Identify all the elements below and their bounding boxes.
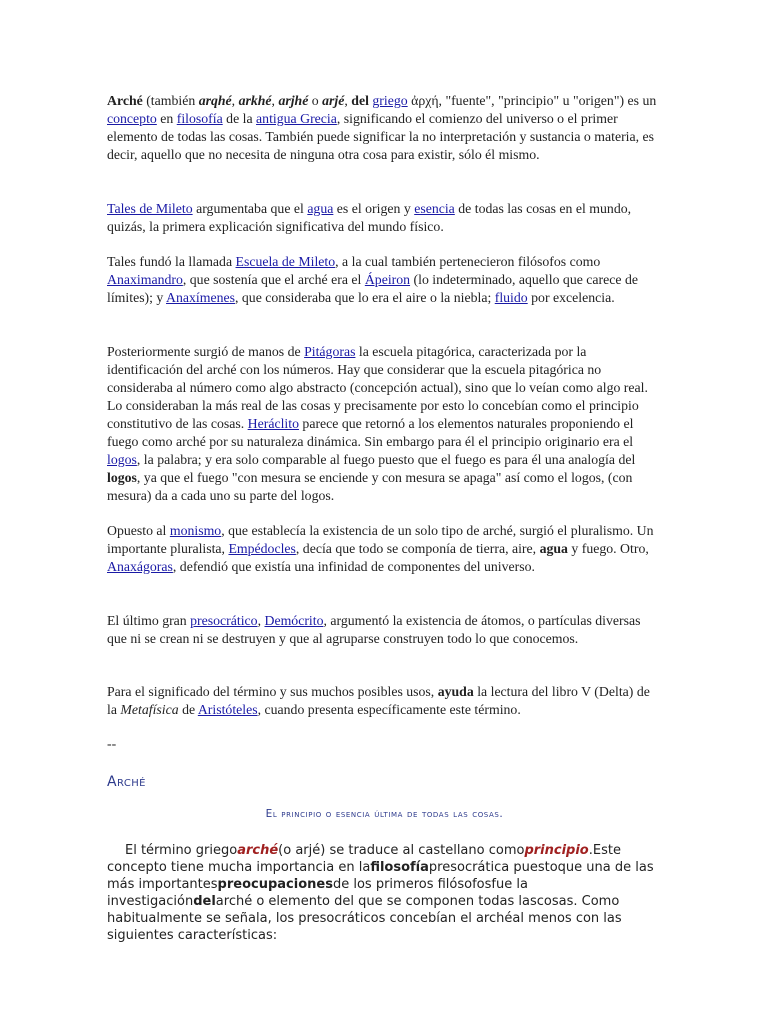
link-empedocles[interactable]: Empédocles [228,541,296,556]
link-presocratico[interactable]: presocrático [190,613,258,628]
link-concepto[interactable]: concepto [107,111,157,126]
link-filosofia[interactable]: filosofía [176,111,223,126]
paragraph-pluralismo: Opuesto al monismo, que establecía la existencia de un solo tipo de arché, surgió el pluralismo. Un importante pluralista, Empédocles, decía que todo se componía de tierra, aire, agua y fuego. Otro, Anaxágoras, defendió que existía una infinidad de componentes del universo. [107,523,654,574]
section-subtitle: El principio o esencia última de todas las cosas. [265,808,504,820]
link-griego[interactable]: griego [372,93,408,108]
link-monismo[interactable]: monismo [169,523,222,538]
paragraph-democrito: El último gran presocrático, Demócrito, argumentó la existencia de átomos, o partículas diversas que ni se crean ni se destruyen y que al agruparse construyen todo lo que conocemos. [107,613,641,646]
link-pitagoras[interactable]: Pitágoras [304,344,356,359]
link-fluido[interactable]: fluido [494,290,528,305]
link-aristoteles[interactable]: Aristóteles [197,702,258,717]
link-tales-de-mileto[interactable]: Tales de Mileto [107,201,193,216]
paragraph-definition: Arché (también arqhé, arkhé, arjhé o arjé, del griego ἀρχή, "fuente", "principio" u "origen") es un concepto en filosofía de la antigua Grecia, significando el comienzo del universo o el primer elemento de todas las cosas. También puede significar la no interpretación y sustancia o materia, es decir, aquello que no necesita de ninguna otra cosa para existir, sólo él mismo. [107,93,657,162]
link-democrito[interactable]: Demócrito [264,613,324,628]
link-antigua-grecia[interactable]: antigua Grecia [256,111,337,126]
link-anaximenes[interactable]: Anaxímenes [166,290,235,305]
link-agua[interactable]: agua [307,201,334,216]
term-arche: Arché [107,93,143,108]
section-heading: Arché [107,774,146,790]
link-anaximandro[interactable]: Anaximandro [107,272,183,287]
link-logos[interactable]: logos [107,452,137,467]
paragraph-escuela-mileto: Tales fundó la llamada Escuela de Mileto, a la cual también pertenecieron filósofos como Anaximandro, que sostenía que el arché era el Ápeiron (lo indeterminado, aquello que carece de límites); y Anaxímenes, que consideraba que lo era el aire o la niebla; fluido por excelencia. [107,254,638,305]
link-anaxagoras[interactable]: Anaxágoras [107,559,173,574]
paragraph-tales: Tales de Mileto argumentaba que el agua es el origen y esencia de todas las cosas en el mundo, quizás, la primera explicación significativa del mundo físico. [107,201,632,234]
link-apeiron[interactable]: Ápeiron [364,272,411,287]
link-heraclito[interactable]: Heráclito [247,416,299,431]
paragraph-arche-principio: El término griegoarché(o arjé) se traduce al castellano comoprincipio.Este concepto tiene mucha importancia en lafilosofíapresocrática puestoque una de las más importantespreocupacionesde los primeros filósofosfue la investigacióndelarché o elemento del que se componen todas lascosas. Como habitualmente se señala, los presocráticos concebían el archéal menos con las siguientes características: [107,843,654,943]
link-escuela-de-mileto[interactable]: Escuela de Mileto [235,254,336,269]
paragraph-pitagoras-heraclito: Posteriormente surgió de manos de Pitágoras la escuela pitagórica, caracterizada por la identificación del arché con los números. Hay que considerar que la escuela pitagórica no consideraba al número como algo abstracto (concepción actual), sino que lo veían como algo real. Lo consideraban la más real de las cosas y precisamente por esto lo concebían como el principio constitutivo de las cosas. Heráclito parece que retornó a los elementos naturales proponiendo el fuego como arché por su naturaleza dinámica. Sin embargo para él el principio originario era el logos, la palabra; y era solo comparable al fuego puesto que el fuego es para él una analogía del logos, ya que el fuego "con mesura se enciende y con mesura se apaga" así como el logos, (con mesura) da a cada uno su parte del logos. [107,344,648,503]
paragraph-aristoteles: Para el significado del término y sus muchos posibles usos, ayuda la lectura del libro V (Delta) de la Metafísica de Aristóteles, cuando presenta específicamente este término. [107,684,650,717]
separator: -- [107,736,117,751]
link-esencia[interactable]: esencia [414,201,455,216]
